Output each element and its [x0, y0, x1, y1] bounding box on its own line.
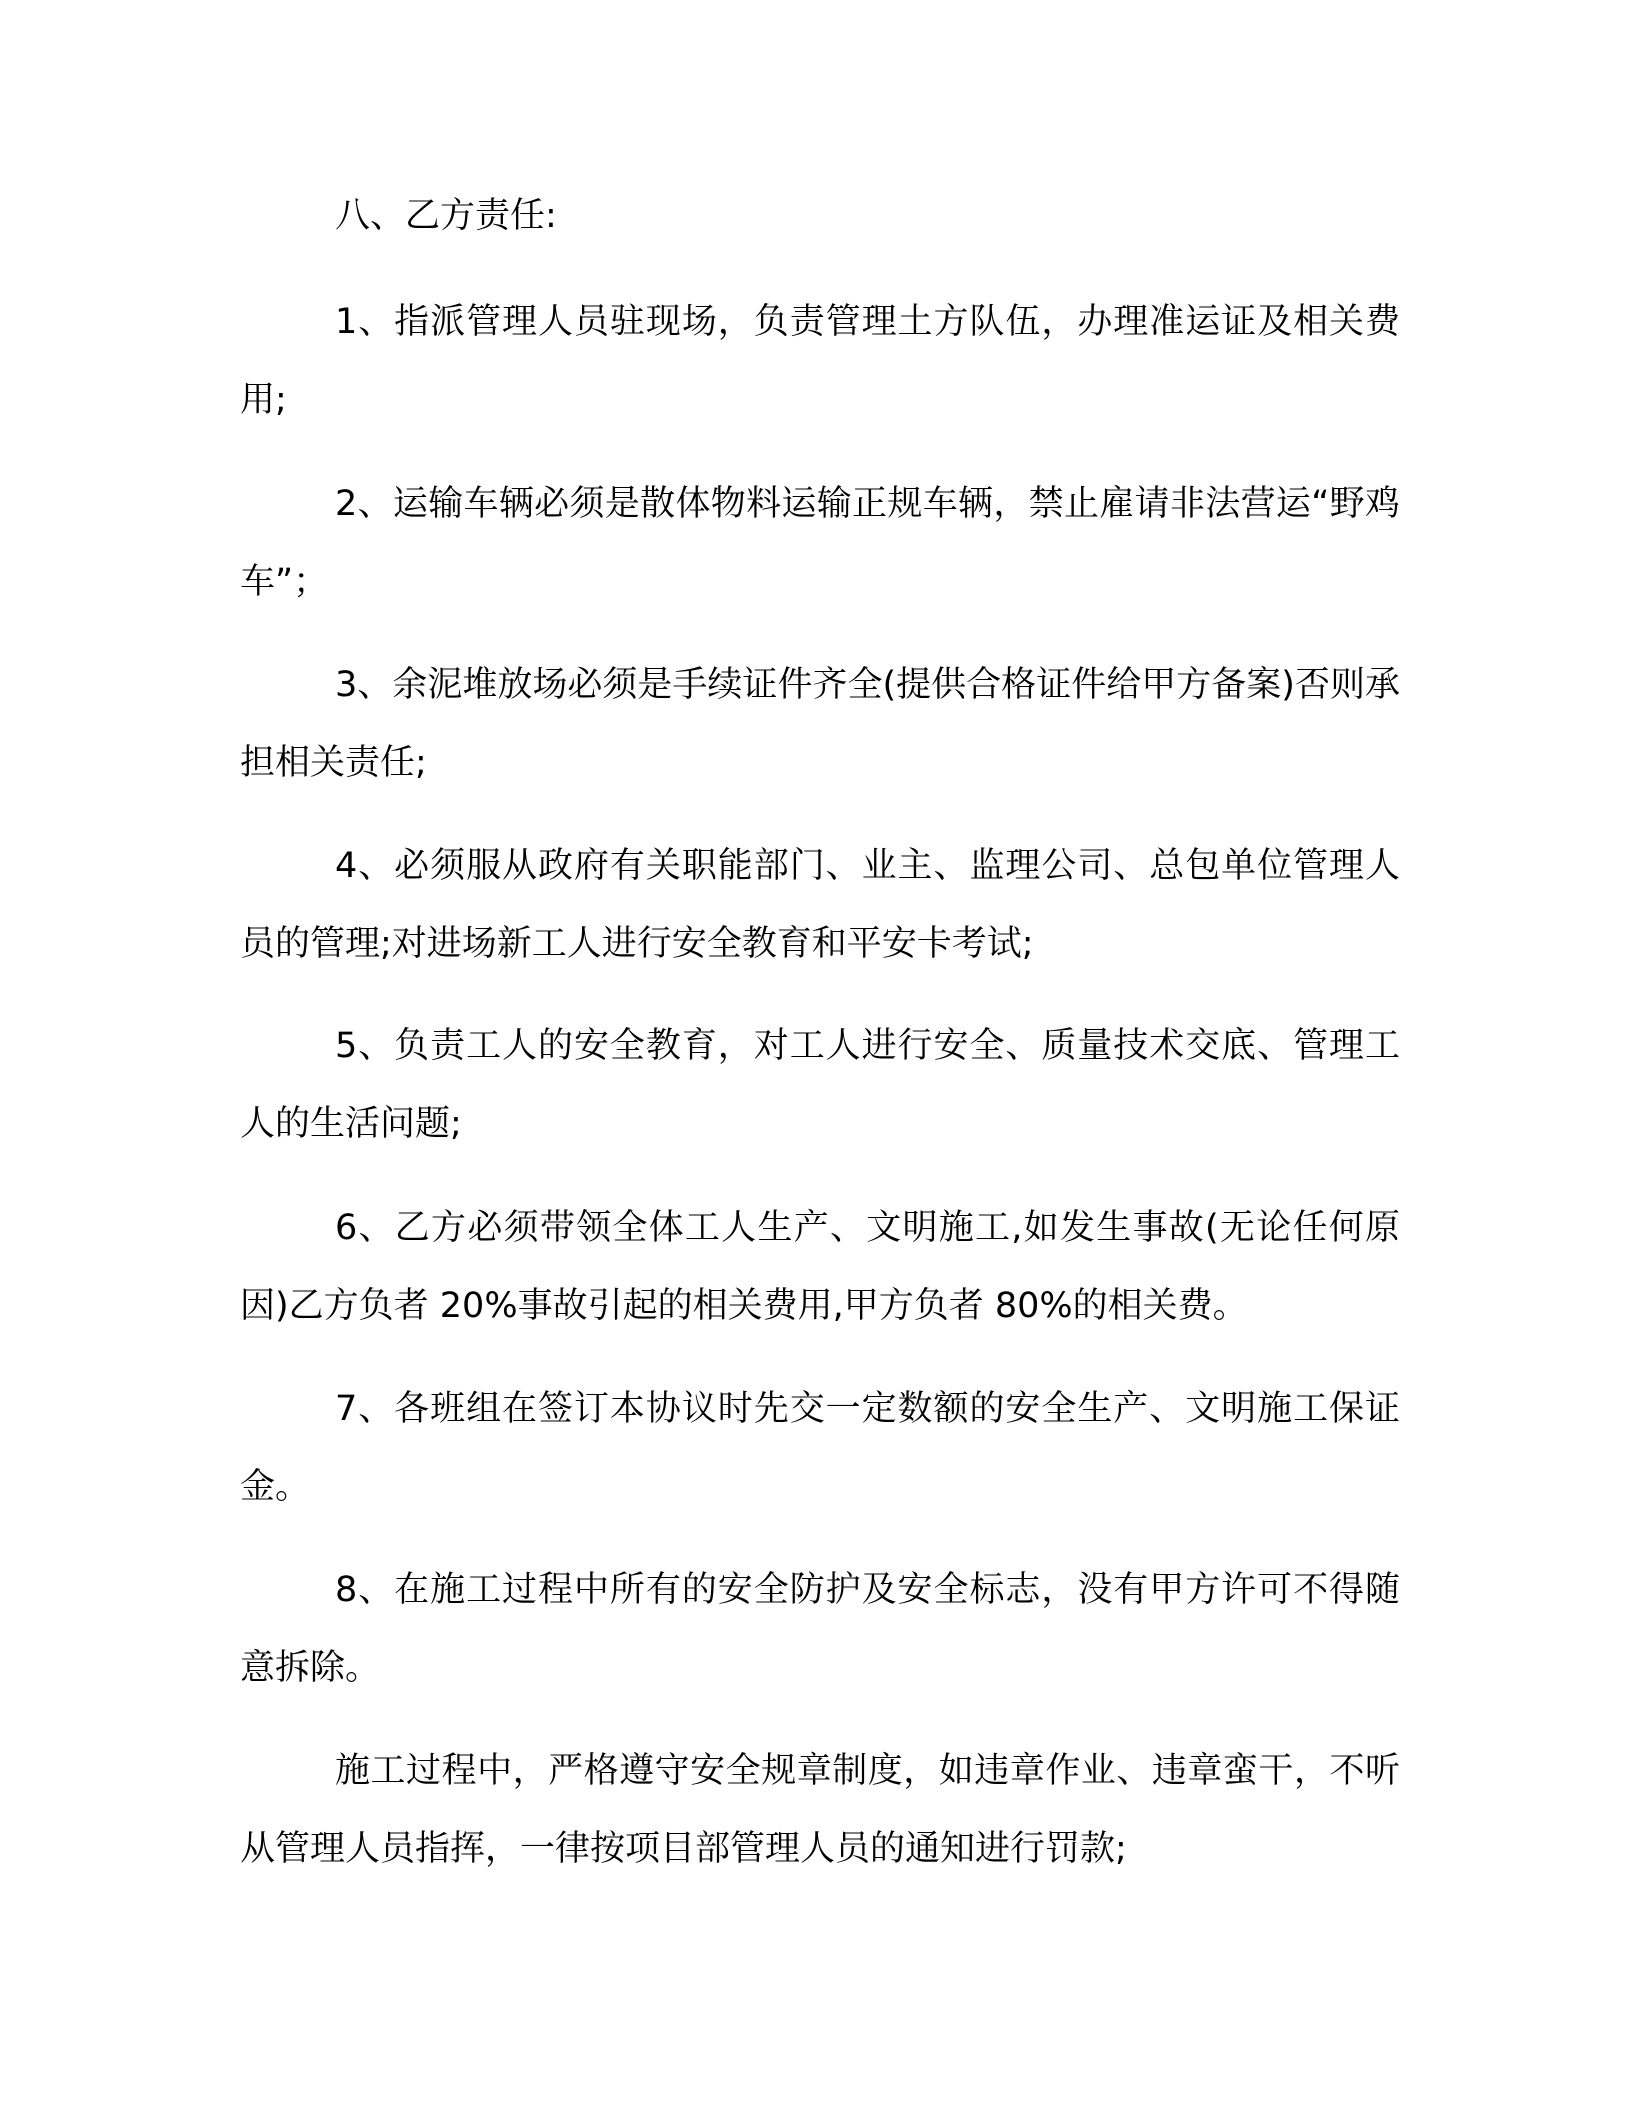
paragraph-6: 6、乙方必须带领全体工人生产、文明施工,如发生事故(无论任何原因)乙方负者 20%事故引起的相关费用,甲方负者 80%的相关费。 [240, 1208, 1400, 1326]
paragraph-3: 3、余泥堆放场必须是手续证件齐全(提供合格证件给甲方备案)否则承担相关责任; [240, 665, 1400, 783]
paragraph-5: 5、负责工人的安全教育，对工人进行安全、质量技术交底、管理工人的生活问题; [240, 1026, 1400, 1144]
paragraph-8: 8、在施工过程中所有的安全防护及安全标志，没有甲方许可不得随意拆除。 [240, 1570, 1400, 1688]
paragraph-1: 1、指派管理人员驻现场，负责管理土方队伍，办理准运证及相关费用; [240, 302, 1400, 420]
paragraph-2: 2、运输车辆必须是散体物料运输正规车辆，禁止雇请非法营运“野鸡车”； [240, 484, 1400, 602]
section-heading: 八、乙方责任: [335, 196, 557, 236]
paragraph-9: 施工过程中，严格遵守安全规章制度，如违章作业、违章蛮干，不听从管理人员指挥，一律按项目部管理人员的通知进行罚款; [240, 1751, 1400, 1869]
paragraph-4: 4、必须服从政府有关职能部门、业主、监理公司、总包单位管理人员的管理;对进场新工人进行安全教育和平安卡考试; [240, 846, 1400, 964]
paragraph-7: 7、各班组在签订本协议时先交一定数额的安全生产、文明施工保证金。 [240, 1389, 1400, 1507]
